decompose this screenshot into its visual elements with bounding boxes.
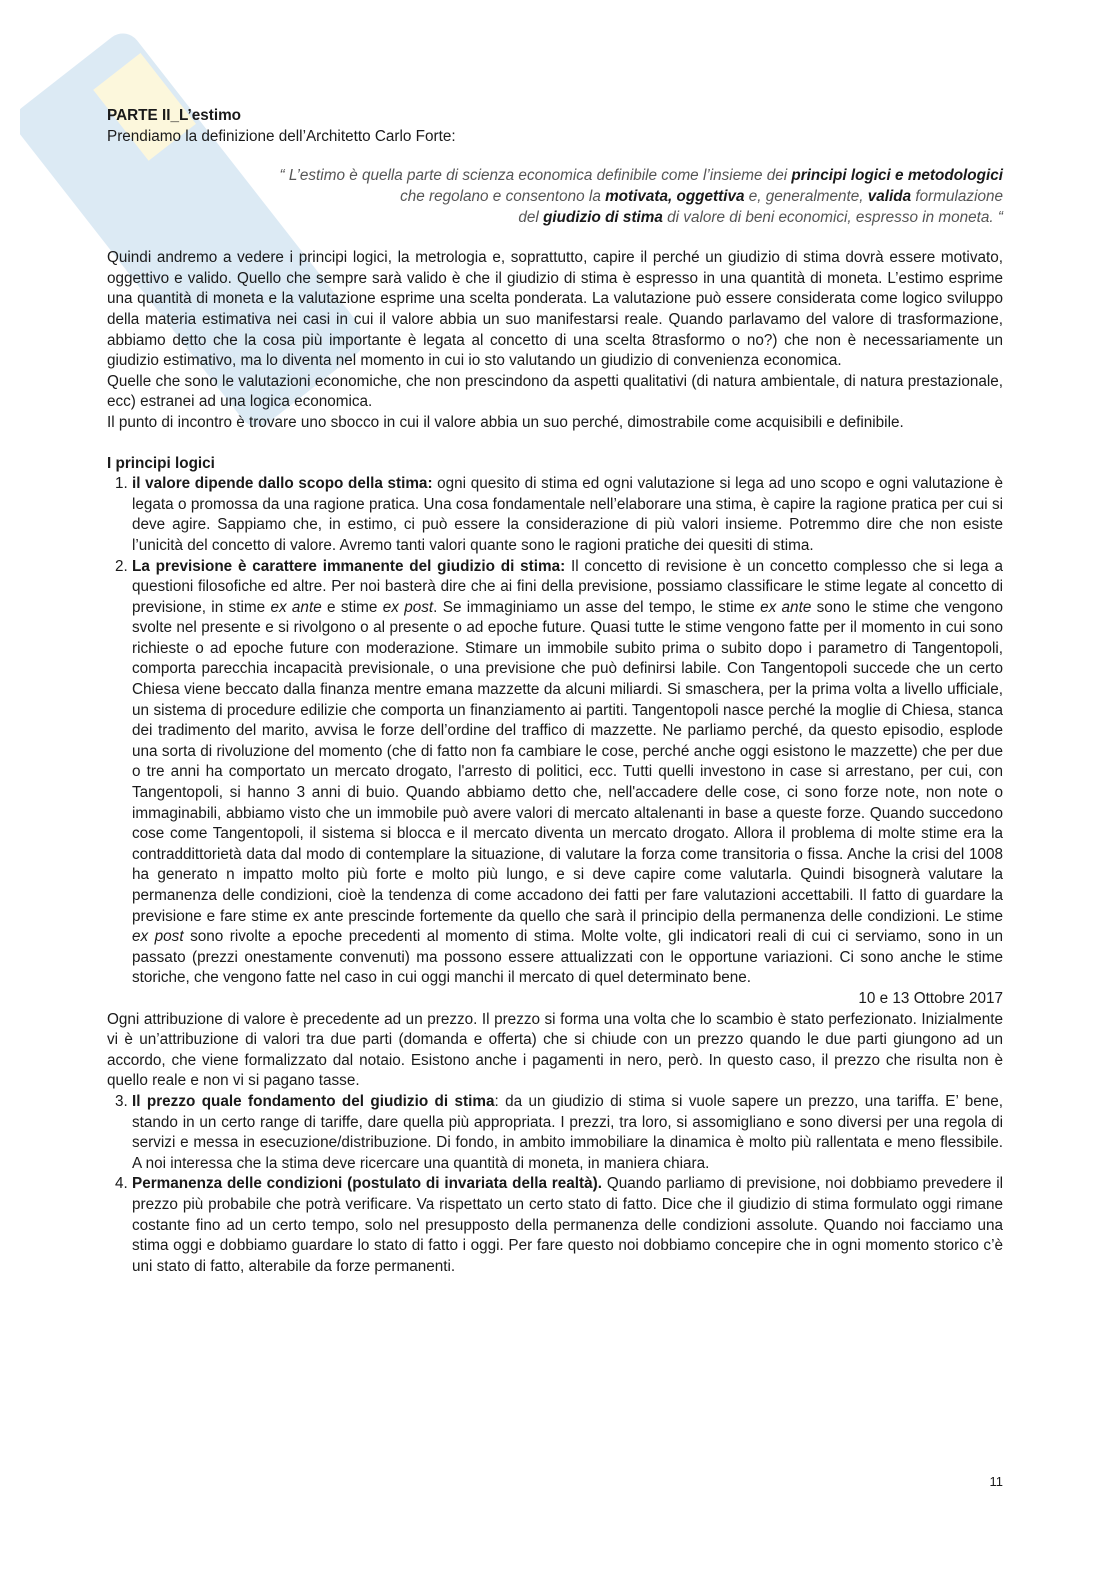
paragraph-2: Quelle che sono le valutazioni economiche, che non prescindono da aspetti qualitativi (di natura ambientale, di natura prestazionale, ecc) estranei ad una logica economica. <box>107 372 1003 411</box>
lecture-date: 10 e 13 Ottobre 2017 <box>858 989 1003 1007</box>
principle-item-4: 4. Permanenza delle condizioni (postulato di invariata della realtà). Quando parliamo di previsione, noi dobbiamo prevedere il prezzo più probabile che potrà verificare. Va rispettato un certo stato di fatto. Dice che il giudizio di stima formulato oggi rimane costante fino ad un certo tempo, solo nel presupposto della permanenza delle condizioni assolute. Quando noi facciamo una stima oggi e dobbiamo guardare lo stato di fatto i oggi. Per fare questo noi dobbiamo concepire che in ogni momento storico c’è uni stato di fatto, alterabile da forze permanenti. <box>132 1174 1003 1277</box>
paragraph-4: Ogni attribuzione di valore è precedente ad un prezzo. Il prezzo si forma una volta che lo scambio è stato perfezionato. Inizialmente vi è un’attribuzione di valori tra due parti (domanda e offerta) che si chiude con un prezzo quando le due parti giungono ad un accordo, che viene formalizzato dal notaio. Esistono anche i pagamenti in nero, però. In questo caso, il prezzo che risulta non è quello reale e non vi si pagano tasse. <box>107 1010 1003 1090</box>
part-title: PARTE II_L’estimo <box>107 107 242 124</box>
principles-list-a <box>107 474 1003 989</box>
principles-list-b <box>107 1092 1003 1277</box>
principles-heading: I principi logici <box>107 454 215 472</box>
document-page <box>107 106 1003 1277</box>
intro-line: Prendiamo la definizione dell’Architetto Carlo Forte: <box>107 127 456 145</box>
principle-item-1: 1. il valore dipende dallo scopo della stima: ogni quesito di stima ed ogni valutazione si lega ad uno scopo e ogni valutazione è legata o promossa da una ragione pratica. Una cosa fondamentale nell’elaborare una stima, è capire la ragione pratica per cui si deve agire. Sappiamo che, in estimo, ci può essere la considerazione di più valori insieme. Potremmo dire che non esiste l’unicità del concetto di valore. Avremo tanti valori quante sono le ragioni pratiche dei quesiti di stima. <box>132 474 1003 556</box>
principle-item-3: 3. Il prezzo quale fondamento del giudizio di stima: da un giudizio di stima si vuole sapere un prezzo, una tariffa. E’ bene, stando in un certo range di tariffe, dare quella più appropriata. I prezzi, tra loro, si assomigliano e sono diversi per una regola di servizi e messa in esecuzione/distribuzione. Di fondo, in ambito immobiliare la dinamica è molto più rallentata e meno flessibile. A noi interessa che la stima deve ricercare una quantità di moneta, in maniera chiara. <box>132 1092 1003 1174</box>
paragraph-3: Il punto di incontro è trovare uno sbocco in cui il valore abbia un suo perché, dimostrabile come acquisibili e definibile. <box>107 413 904 431</box>
principle-item-2: 2. La previsione è carattere immanente del giudizio di stima: Il concetto di revisione è un concetto complesso che si lega a questioni filosofiche ed altre. Per noi basterà dire che ai fini della previsione, possiamo classificare le stime legate al concetto di previsione, in stime ex ante e stime ex post. Se immaginiamo un asse del tempo, le stime ex ante sono le stime che vengono svolte nel presente e si rivolgono o al presente o ad epoche future. Quasi tutte le stime vengono fatte per il momento in cui sono richieste o ad epoche future con moderazione. Stimare un immobile subito prima o subito dopo i parametro di Tangentopoli, comporta parecchia incapacità previsionale, o una previsione che può definirsi labile. Con Tangentopoli succede che un certo Chiesa viene beccato dalla finanza mentre emana mazzette da alcuni miliardi. Si smaschera, per la prima volta a livello ufficiale, un sistema di procedure edilizie che comporta un finanziamento ai partiti. Tangentopoli nasce perché la moglie di Chiesa, stanca dei tradimento del marito, avvisa le forze dell’ordine del traffico di mazzette. Ne parliamo perché, da questo episodio, esplode una sorta di rivoluzione del momento (che di fatto non fa cambiare le cose, perché anche oggi esistono le mazzette) che per due o tre anni ha comportato un mercato drogato, l'arresto di politici, ecc. Tutti quelli investono in case si arrestano, per cui, con Tangentopoli, si hanno 3 anni di buio. Quando abbiamo detto che, nell'accadere delle cose, ci sono forze note, non note o immaginabili, abbiamo visto che un immobile può avere valori di mercato altalenanti in base a queste forze. Quando succedono cose come Tangentopoli, il sistema si blocca e il mercato diventa un mercato drogato. Allora il problema di molte stime era la contraddittorietà data dal modo di contemplare la situazione, di valutare la forza come transitoria o fissa. Anche la crisi del 1008 ha generato n impatto molto più forte e molto più lungo, e si deve capire come valutarla. Quindi bisognerà valutare la permanenza delle condizioni, cioè la tendenza di come accadono dei fatti per fare valutazioni accettabili. Il fatto di guardare la previsione e fare stime ex ante prescinde fortemente da quello che sarà il principio della permanenza delle condizioni. Le stime ex post sono rivolte a epoche precedenti al momento di stima. Molte volte, gli indicatori reali di cui ci serviamo, sono in un passato (prezzi onestamente convenuti) ma possono essere attualizzati con le opportune variazioni. Ci sono anche le stime storiche, che vengono fatte nel caso in cui oggi manchi il mercato di quel determinato bene. <box>132 557 1003 989</box>
page-number: 11 <box>989 1474 1003 1489</box>
definition-quote: “ L’estimo è quella parte di scienza economica definibile come l’insieme dei principi logici e metodologici che regolano e consentono la motivata, oggettiva e, generalmente, valida formulazione del giudizio di stima di valore di beni economici, espresso in moneta. “ <box>279 167 1003 227</box>
paragraph-1: Quindi andremo a vedere i principi logici, la metrologia e, soprattutto, capire il perché un giudizio di stima dovrà essere motivato, oggettivo e valido. Quello che sempre sarà valido è che il giudizio di stima è espresso in una quantità di moneta. L’estimo esprime una quantità di moneta e la valutazione esprime una scelta ponderata. La valutazione può essere considerata come logico sviluppo della materia estimativa nei casi in cui il valore abbia un suo manifestarsi reale. Quando parlavamo del valore di trasformazione, abbiamo detto che la cosa più importante è legata al concetto di una scelta 8trasformo o no?) che non è necessariamente un giudizio estimativo, ma lo diventa nel momento in cui io sto valutando un giudizio di convenienza economica. <box>107 249 1003 370</box>
